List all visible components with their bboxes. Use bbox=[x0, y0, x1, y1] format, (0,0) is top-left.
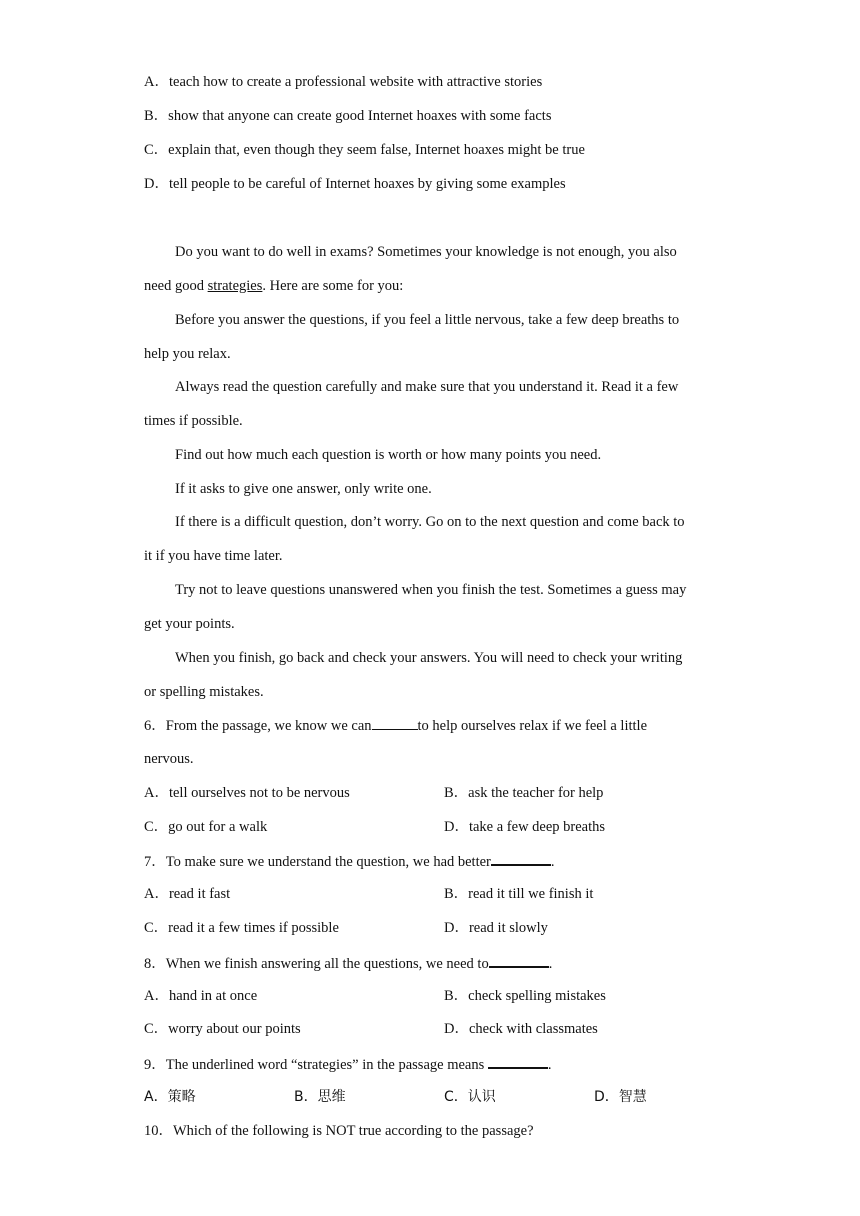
question-9-option-c: C．认识 bbox=[444, 1089, 496, 1105]
question-9-option-b: B．思维 bbox=[294, 1089, 346, 1105]
question-6-stem bbox=[144, 715, 647, 736]
answer-blank bbox=[372, 715, 418, 730]
question-10-stem: 10．Which of the following is NOT true according to the passage? bbox=[144, 1123, 534, 1139]
passage-line: it if you have time later. bbox=[144, 548, 283, 564]
option-a bbox=[144, 72, 542, 92]
passage-line: When you finish, go back and check your answers. You will need to check your writing bbox=[175, 650, 683, 666]
question-8-option-b: B．check spelling mistakes bbox=[444, 988, 606, 1004]
passage-line: Do you want to do well in exams? Sometimes your knowledge is not enough, you also bbox=[175, 244, 677, 260]
underlined-word: strategies bbox=[207, 278, 263, 294]
option-text: teach how to create a professional website with attractive stories bbox=[168, 74, 543, 90]
question-7-option-d: D．read it slowly bbox=[444, 920, 548, 936]
stem-text: 8．When we finish answering all the questions, we need to bbox=[144, 956, 489, 972]
option-letter: C． bbox=[144, 142, 169, 158]
passage-text: need good bbox=[144, 278, 208, 294]
option-b bbox=[144, 106, 551, 126]
passage-line: Before you answer the questions, if you feel a little nervous, take a few deep breaths to bbox=[175, 312, 680, 328]
question-6-stem-cont: nervous. bbox=[144, 751, 194, 767]
option-letter: D． bbox=[144, 176, 169, 192]
stem-text: . bbox=[547, 1057, 552, 1073]
answer-blank bbox=[491, 850, 551, 866]
option-text: tell people to be careful of Internet hoaxes by giving some examples bbox=[168, 176, 566, 192]
question-9-stem bbox=[144, 1053, 551, 1075]
passage-line: get your points. bbox=[144, 616, 235, 632]
option-text: show that anyone can create good Internet hoaxes with some facts bbox=[168, 108, 552, 124]
question-7-option-c: C．read it a few times if possible bbox=[144, 920, 339, 936]
option-c bbox=[144, 140, 585, 160]
question-8-stem bbox=[144, 952, 552, 974]
question-6-option-a: A．tell ourselves not to be nervous bbox=[144, 785, 350, 801]
question-7-option-a: A．read it fast bbox=[144, 886, 231, 902]
passage-line: Always read the question carefully and make sure that you understand it. Read it a few bbox=[175, 379, 679, 395]
question-8-option-c: C．worry about our points bbox=[144, 1021, 301, 1037]
stem-text: 7．To make sure we understand the question, we had better bbox=[144, 854, 491, 870]
option-text: explain that, even though they seem false, Internet hoaxes might be true bbox=[168, 142, 585, 158]
stem-text: . bbox=[550, 854, 555, 870]
answer-blank bbox=[488, 1053, 548, 1069]
passage-line: Find out how much each question is worth or how many points you need. bbox=[175, 447, 602, 463]
passage-text: . Here are some for you: bbox=[262, 278, 404, 294]
passage-line: times if possible. bbox=[144, 413, 243, 429]
question-9-option-d: D．智慧 bbox=[594, 1089, 647, 1105]
passage-line bbox=[144, 276, 403, 296]
passage-line: help you relax. bbox=[144, 346, 231, 362]
question-6-option-c: C．go out for a walk bbox=[144, 819, 268, 835]
passage-line: or spelling mistakes. bbox=[144, 684, 264, 700]
question-8-option-d: D．check with classmates bbox=[444, 1021, 598, 1037]
passage-line: If it asks to give one answer, only write one. bbox=[175, 481, 432, 497]
question-7-stem bbox=[144, 850, 555, 872]
stem-text: . bbox=[548, 956, 553, 972]
stem-text: to help ourselves relax if we feel a little bbox=[417, 718, 648, 734]
question-9-option-a: A．策略 bbox=[144, 1089, 196, 1105]
question-8-option-a: A．hand in at once bbox=[144, 988, 258, 1004]
question-6-option-b: B．ask the teacher for help bbox=[444, 785, 604, 801]
answer-blank bbox=[489, 952, 549, 968]
option-letter: B． bbox=[144, 108, 169, 124]
option-letter: A． bbox=[144, 74, 169, 90]
question-7-option-b: B．read it till we finish it bbox=[444, 886, 594, 902]
option-d bbox=[144, 174, 566, 194]
stem-text: 9．The underlined word “strategies” in the passage means bbox=[144, 1057, 488, 1073]
passage-line: If there is a difficult question, don’t worry. Go on to the next question and come back to bbox=[175, 514, 685, 530]
question-6-option-d: D．take a few deep breaths bbox=[444, 819, 606, 835]
passage-line: Try not to leave questions unanswered when you finish the test. Sometimes a guess may bbox=[175, 582, 687, 598]
stem-text: 6．From the passage, we know we can bbox=[144, 718, 372, 734]
